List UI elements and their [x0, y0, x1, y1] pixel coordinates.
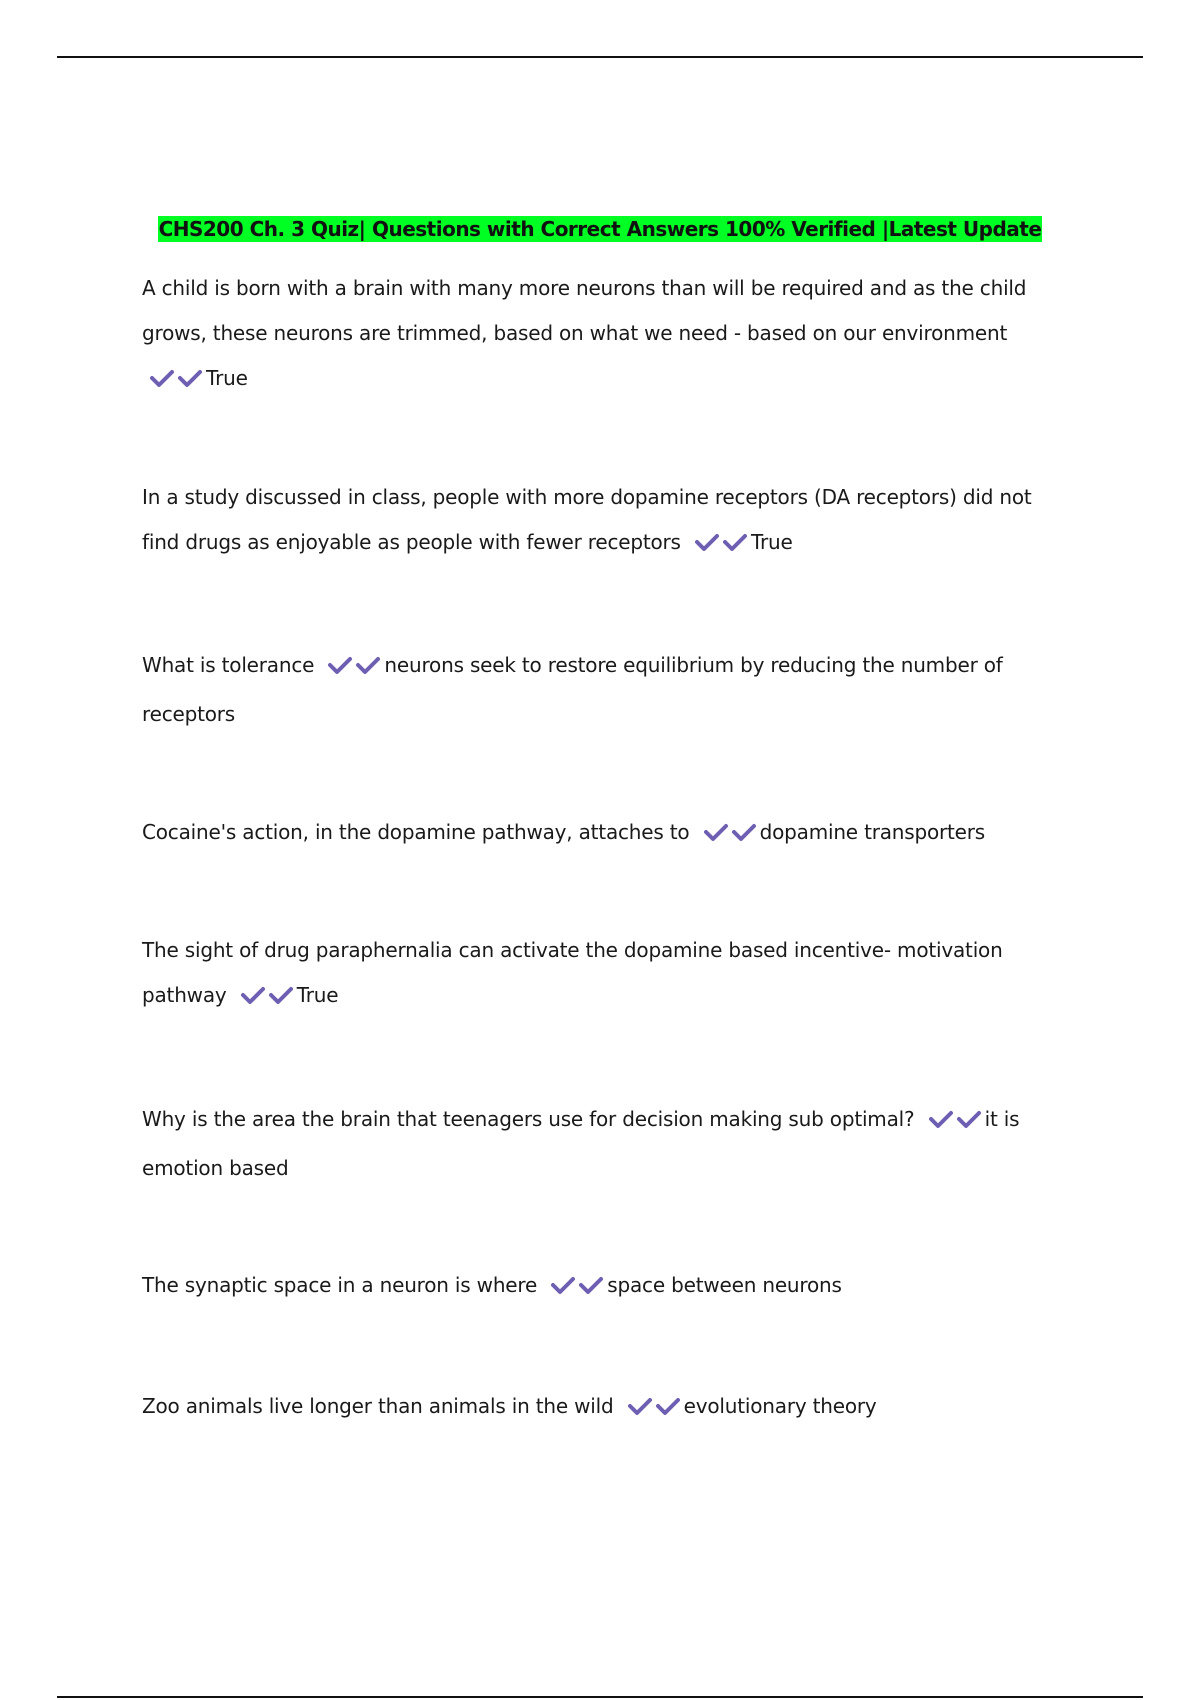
check-icon — [702, 821, 730, 843]
double-check-icon — [326, 647, 382, 692]
double-check-icon — [148, 360, 204, 405]
check-icon — [176, 367, 204, 389]
check-icon — [148, 367, 176, 389]
check-icon — [626, 1395, 654, 1417]
check-icon — [239, 984, 267, 1006]
answer-text: True — [750, 530, 793, 554]
answer-text: dopamine transporters — [759, 820, 986, 844]
answer-text: evolutionary theory — [683, 1394, 877, 1418]
footer-rule — [57, 1696, 1143, 1698]
check-icon — [654, 1395, 682, 1417]
double-check-icon — [693, 524, 749, 569]
question-text: Why is the area the brain that teenagers use for decision making sub optimal? — [142, 1107, 915, 1131]
answer-text: True — [206, 366, 248, 390]
double-check-icon — [626, 1388, 682, 1433]
check-icon — [267, 984, 295, 1006]
qa-item-3 — [142, 643, 1072, 737]
check-icon — [955, 1108, 983, 1130]
answer-text: space between neurons — [607, 1273, 842, 1297]
check-icon — [354, 654, 382, 676]
document-title: CHS200 Ch. 3 Quiz| Questions with Correct Answers 100% Verified |Latest Update — [158, 217, 1042, 241]
double-check-icon — [927, 1101, 983, 1146]
question-text: Zoo animals live longer than animals in the wild — [142, 1394, 614, 1418]
qa-item-2 — [142, 475, 1072, 569]
document-title-block — [0, 214, 1200, 244]
check-icon — [693, 531, 721, 553]
question-text: A child is born with a brain with many more neurons than will be required and as the child grows, these neurons are trimmed, based on what we need - based on our environment — [142, 276, 1027, 345]
qa-item-5 — [142, 928, 1072, 1022]
qa-item-1 — [142, 266, 1072, 405]
check-icon — [326, 654, 354, 676]
question-text: What is tolerance — [142, 653, 315, 677]
question-text: The synaptic space in a neuron is where — [142, 1273, 538, 1297]
check-icon — [577, 1274, 605, 1296]
question-text: The sight of drug paraphernalia can activate the dopamine based incentive- motivation pathway — [142, 938, 1003, 1007]
question-text: Cocaine's action, in the dopamine pathway, attaches to — [142, 820, 690, 844]
check-icon — [721, 531, 749, 553]
double-check-icon — [702, 814, 758, 859]
answer-text: neurons seek to restore equilibrium by reducing the number of receptors — [142, 653, 1003, 726]
header-rule — [57, 56, 1143, 58]
answer-text: it is emotion based — [142, 1107, 1020, 1180]
double-check-icon — [549, 1267, 605, 1312]
qa-item-8 — [142, 1384, 1072, 1433]
check-icon — [549, 1274, 577, 1296]
qa-item-6 — [142, 1097, 1072, 1191]
question-text: In a study discussed in class, people with more dopamine receptors (DA receptors) did not find drugs as enjoyable as people with fewer receptors — [142, 485, 1032, 554]
qa-item-4 — [142, 810, 1072, 859]
answer-text: True — [296, 983, 339, 1007]
qa-item-7 — [142, 1263, 1072, 1312]
check-icon — [927, 1108, 955, 1130]
check-icon — [730, 821, 758, 843]
double-check-icon — [239, 977, 295, 1022]
